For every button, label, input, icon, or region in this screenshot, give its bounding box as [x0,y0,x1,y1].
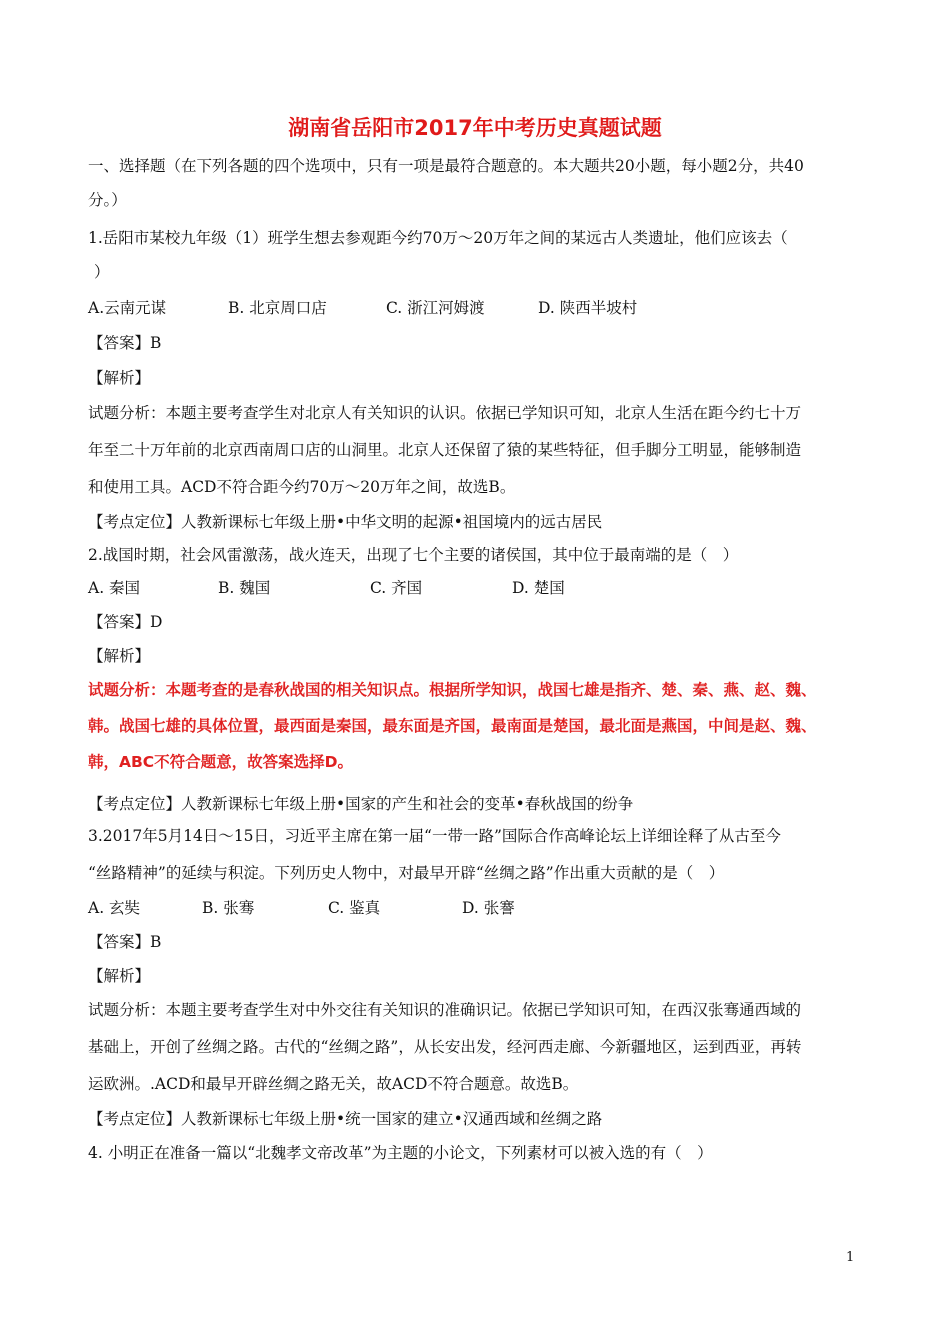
section-instructions: 一、选择题（在下列各题的四个选项中，只有一项是最符合题意的。本大题共20小题，每小题2分，共40 [88,157,804,175]
q3-option-b: B. 张骞 [202,899,255,917]
q1-analysis-line: 年至二十万年前的北京西南周口店的山洞里。北京人还保留了猿的某些特征，但手脚分工明显，能够制造 [88,441,802,459]
q1-option-c: C. 浙江河姆渡 [386,299,485,317]
q1-location: 【考点定位】人教新课标七年级上册•中华文明的起源•祖国境内的远古居民 [88,513,603,531]
q3-stem-cont: “丝路精神”的延续与积淀。下列历史人物中，对最早开辟“丝绸之路”作出重大贡献的是（ ） [88,864,725,882]
q2-option-b: B. 魏国 [218,579,271,597]
q2-analysis-label: 【解析】 [88,647,151,665]
page-title: 湖南省岳阳市2017年中考历史真题试题 [288,116,662,140]
q3-analysis-line: 试题分析：本题主要考查学生对中外交往有关知识的准确识记。依据已学知识可知，在西汉张骞通西域的 [88,1001,802,1019]
q1-analysis-line: 和使用工具。ACD不符合距今约70万～20万年之间，故选B。 [88,478,516,496]
q3-analysis-line: 基础上，开创了丝绸之路。古代的“丝绸之路”，从长安出发，经河西走廊、今新疆地区，运到西亚，再转 [88,1038,802,1056]
q2-stem: 2.战国时期，社会风雷激荡，战火连天，出现了七个主要的诸侯国，其中位于最南端的是（ ） [88,546,739,564]
page-number: 1 [846,1250,855,1265]
q4-stem: 4. 小明正在准备一篇以“北魏孝文帝改革”为主题的小论文，下列素材可以被入选的有（ ） [88,1144,713,1162]
q1-analysis-label: 【解析】 [88,369,151,387]
q2-option-d: D. 楚国 [512,579,565,597]
q2-answer: 【答案】D [88,613,163,631]
q3-option-d: D. 张謇 [462,899,515,917]
q2-location: 【考点定位】人教新课标七年级上册•国家的产生和社会的变革•春秋战国的纷争 [88,795,634,813]
q1-stem-cont: ） [94,263,110,281]
q1-option-d: D. 陕西半坡村 [538,299,638,317]
section-instructions-cont: 分。） [88,191,127,209]
q3-answer: 【答案】B [88,933,162,951]
q3-stem: 3.2017年5月14日～15日，习近平主席在第一届“一带一路”国际合作高峰论坛上详细诠释了从古至今 [88,827,781,845]
q2-analysis-line: 韩。战国七雄的具体位置，最西面是秦国，最东面是齐国，最南面是楚国，最北面是燕国，中间是赵、魏、 [88,717,817,735]
q2-analysis-line: 韩，ABC不符合题意，故答案选择D。 [88,753,354,771]
q2-option-a: A. 秦国 [88,579,141,597]
q3-option-a: A. 玄奘 [88,899,141,917]
q1-analysis-line: 试题分析：本题主要考查学生对北京人有关知识的认识。依据已学知识可知，北京人生活在距今约七十万 [88,404,802,422]
q1-option-a: A.云南元谋 [88,299,167,317]
q3-location: 【考点定位】人教新课标七年级上册•统一国家的建立•汉通西域和丝绸之路 [88,1110,603,1128]
q2-option-c: C. 齐国 [370,579,423,597]
q1-answer: 【答案】B [88,334,162,352]
q3-analysis-label: 【解析】 [88,967,151,985]
q3-option-c: C. 鉴真 [328,899,381,917]
q1-stem: 1.岳阳市某校九年级（1）班学生想去参观距今约70万～20万年之间的某远古人类遗址，他们应该去（ [88,229,788,247]
q2-analysis-line: 试题分析：本题考查的是春秋战国的相关知识点。根据所学知识，战国七雄是指齐、楚、秦、燕、赵、魏、 [88,681,817,699]
q3-analysis-line: 运欧洲。.ACD和最早开辟丝绸之路无关，故ACD不符合题意。故选B。 [88,1075,579,1093]
q1-option-b: B. 北京周口店 [228,299,327,317]
